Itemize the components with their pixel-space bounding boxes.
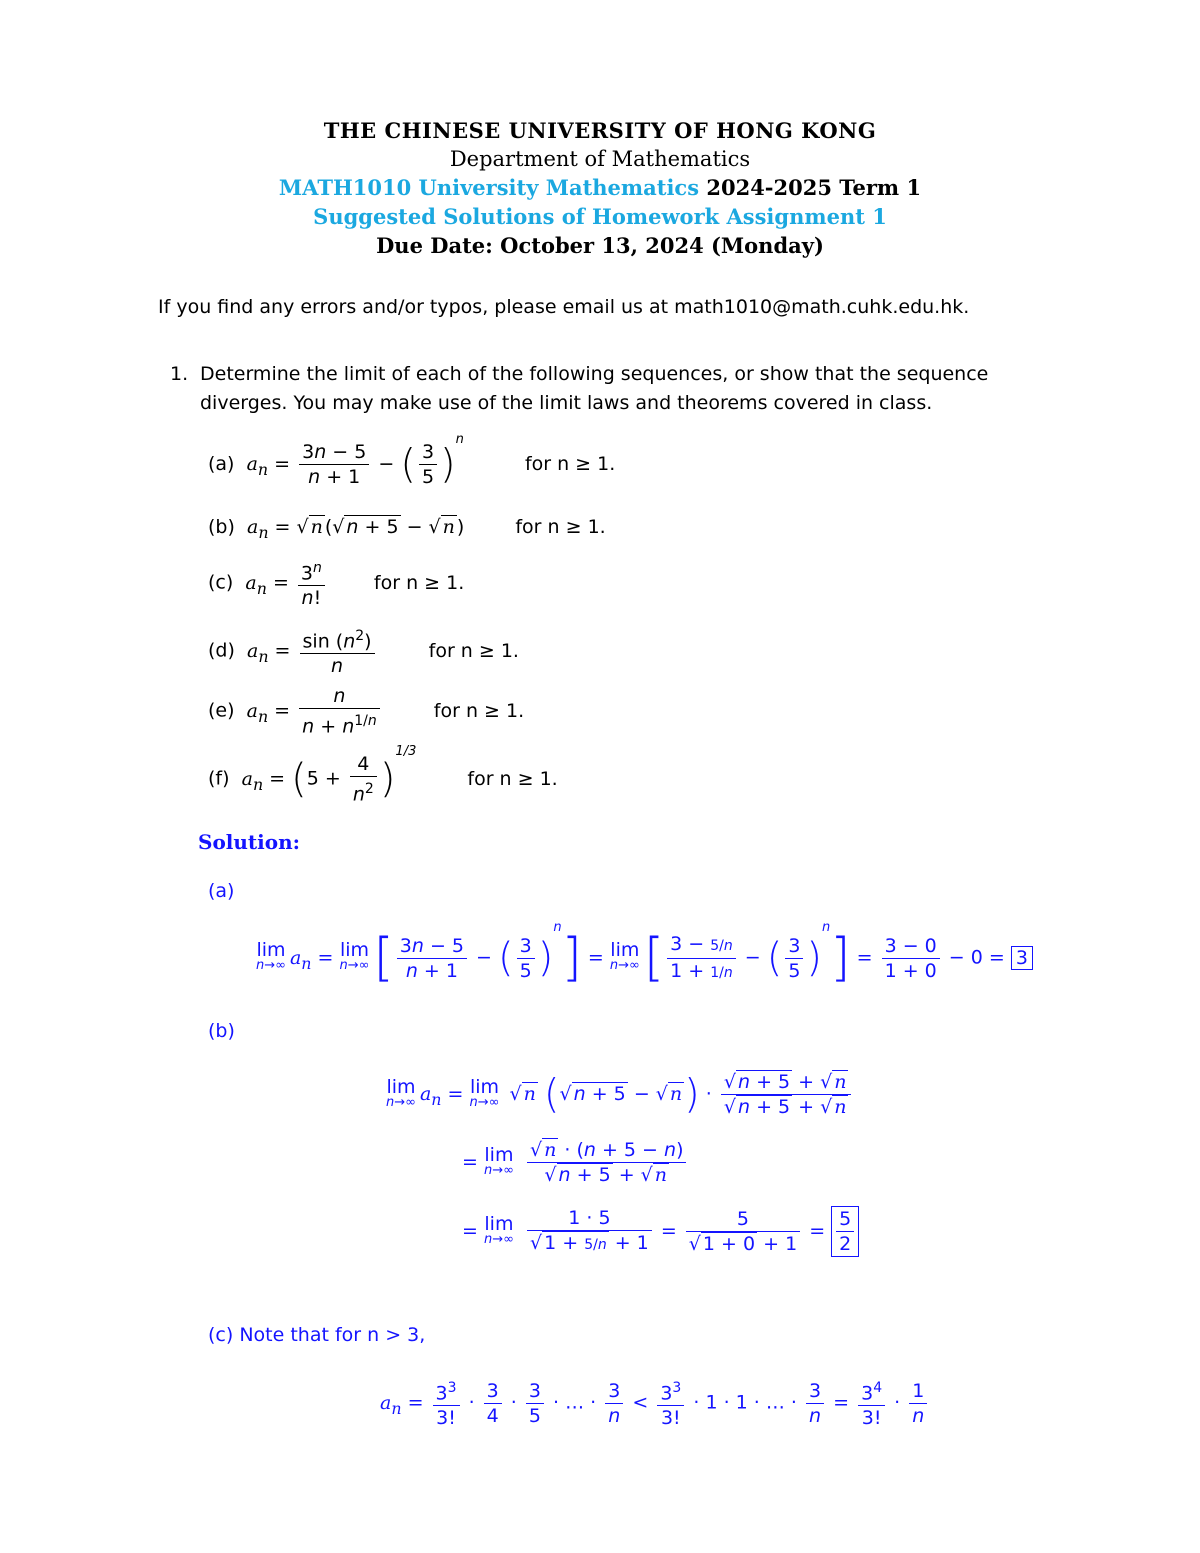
- item-condition: for n ≥ 1.: [373, 571, 465, 594]
- item-condition: for n ≥ 1.: [515, 516, 606, 538]
- solution-b-label: (b): [208, 1020, 235, 1042]
- course-term: 2024-2025 Term 1: [706, 175, 922, 200]
- solution-c-text: Note that for n > 3,: [239, 1324, 426, 1346]
- item-e: (e) $a_n$ = $\frac{n}{n + n^{1/n}}$ for n ≥ 1.: [208, 685, 525, 738]
- due-date: Due Date: October 13, 2024 (Monday): [376, 233, 824, 258]
- solution-c-intro: [208, 1324, 425, 1346]
- question-text: Determine the limit of each of the following sequences, or show that the sequence diverges. You may make use of the limit laws and theorems covered in class.: [200, 363, 989, 414]
- solution-b-line-1: lim n→∞ $a_n$ = lim n→∞ √ n (√ n + 5 − √ n) · $\frac{√ n + 5 + √ n}{√ n + 5 + √ n}$: [386, 1070, 854, 1119]
- solution-b-line-3: = lim n→∞ $\frac{1 \cdot 5}{√ 1 + 5/n + 1}$ = $\frac{5}{√ 1 + 0 + 1}$ = $\frac{5}{2}$: [462, 1206, 859, 1257]
- department-title: Department of Mathematics: [449, 147, 751, 171]
- question-number: 1.: [170, 363, 189, 385]
- solution-a-label: (a): [208, 880, 235, 902]
- item-label: (e): [208, 699, 235, 722]
- item-label: (b): [208, 516, 235, 538]
- item-b: (b) $a_n$ = √ n (√ n + 5 − √ n ) for n ≥ 1.: [208, 516, 606, 542]
- errors-note: If you find any errors and/or typos, please email us at math1010@math.cuhk.edu.hk.: [158, 296, 970, 318]
- answer-b: $\frac{5}{2}$: [831, 1206, 859, 1257]
- item-condition: for n ≥ 1.: [524, 453, 616, 475]
- course-line: [0, 175, 1200, 200]
- solution-c-inequality: $a_n$ = $\frac{3^3}{3!}$ · $\frac{3}{4}$ · $\frac{3}{5}$ · … · $\frac{3}{n}$ < $\frac{3^3}{3!}$ · 1 · 1 · … · $\frac{3}{n}$ = $\frac{3^4}{3!}$ · $\frac{1}{n}$: [380, 1376, 930, 1430]
- solution-label: Solution:: [198, 830, 301, 854]
- item-d: (d) $a_n$ = $\frac{\sin (n^2)}{n}$ for n ≥ 1.: [208, 628, 519, 678]
- item-f: (f) $a_n = (5$ + $\frac{4}{n^2}$ )$^{1/3}$ for n ≥ 1.: [208, 744, 558, 806]
- document-title: Suggested Solutions of Homework Assignment 1: [313, 204, 887, 229]
- course-code: MATH1010 University Mathematics: [278, 175, 700, 200]
- answer-a: 3: [1011, 946, 1033, 970]
- item-label: (c): [208, 571, 234, 594]
- solution-b-line-2: = lim n→∞ $\frac{√ n \cdot (n + 5 - n)}{√ n + 5 + √ n}$: [462, 1138, 689, 1187]
- solution-c-label: (c): [208, 1324, 234, 1346]
- item-a: (a) $a_n$ = $\frac{3n - 5}{n + 1}$ − ( $\frac{3}{5}$ )$^n$ for n ≥ 1.: [208, 432, 616, 488]
- solution-a-equation: lim n→∞ $a_n$ = lim n→∞ [ $\frac{3n - 5}{n + 1}$ − ( $\frac{3}{5}$ )$^n$] = lim n→∞ [ $\frac{3 - 5/n}{1 + 1/n}$ − ( $\frac{3}{5}$ )$^n$] = $\frac{3 - 0}{1 + 0}$ − 0 = 3: [256, 928, 1033, 988]
- university-title: THE CHINESE UNIVERSITY OF HONG KONG: [323, 118, 877, 143]
- item-condition: for n ≥ 1.: [467, 767, 558, 790]
- item-label: (f): [208, 767, 230, 790]
- item-label: (a): [208, 453, 235, 475]
- item-condition: for n ≥ 1.: [428, 639, 519, 662]
- item-c: (c) $a_n$ = $\frac{3^n}{n!}$ for n ≥ 1.: [208, 560, 465, 610]
- item-label: (d): [208, 639, 235, 662]
- item-condition: for n ≥ 1.: [433, 699, 525, 722]
